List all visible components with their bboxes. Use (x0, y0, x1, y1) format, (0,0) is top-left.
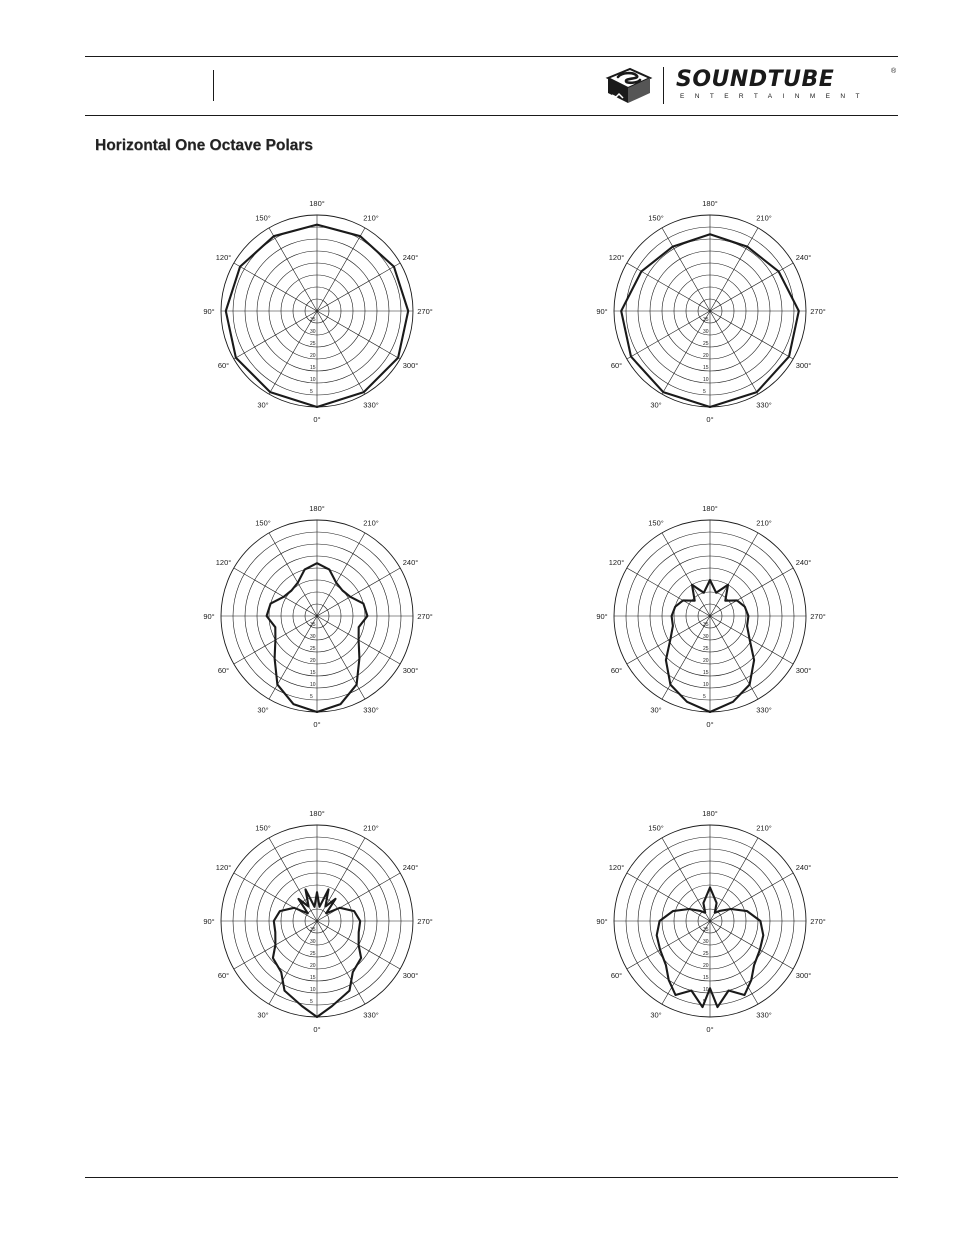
radial-label: 25 (310, 646, 316, 652)
angle-label: 330° (756, 400, 772, 410)
radial-label: 35 (310, 927, 316, 933)
angle-label: 270° (810, 917, 826, 926)
polar-spoke (317, 228, 365, 311)
radial-label: 10 (310, 377, 316, 383)
angle-label: 300° (402, 361, 419, 370)
polar-spoke (710, 616, 793, 664)
angle-label: 0° (313, 720, 321, 729)
angle-label: 330° (363, 705, 379, 715)
radial-label: 20 (703, 658, 709, 664)
radial-label: 25 (703, 341, 709, 347)
polar-spoke (710, 533, 758, 616)
angle-label: 90° (203, 917, 215, 926)
angle-label: 120° (215, 558, 232, 567)
polar-spoke (710, 263, 793, 311)
radial-label: 5 (703, 999, 706, 1005)
angle-label: 240° (402, 253, 419, 262)
polar-spoke (234, 311, 317, 359)
radial-label: 35 (310, 317, 316, 323)
polar-svg (189, 498, 449, 748)
radial-label: 35 (310, 622, 316, 628)
radial-label: 35 (703, 317, 709, 323)
polar-spoke (627, 311, 710, 359)
polar-svg (582, 803, 842, 1053)
polar-spoke (710, 568, 793, 616)
angle-label: 180° (309, 504, 325, 513)
polar-plot-4 (582, 498, 842, 748)
angle-label: 30° (650, 705, 662, 715)
angle-label: 90° (203, 612, 215, 621)
soundtube-logo (604, 64, 898, 108)
radial-label: 10 (703, 682, 709, 688)
angle-label: 180° (702, 504, 718, 513)
angle-label: 300° (795, 971, 812, 980)
brand-wordmark: SOUNDTUBE (676, 67, 835, 92)
polar-spoke (234, 873, 317, 921)
angle-label: 270° (417, 307, 433, 316)
radial-label: 15 (703, 670, 709, 676)
polar-spoke (710, 311, 758, 394)
radial-label: 25 (310, 951, 316, 957)
polar-plot-3 (189, 498, 449, 748)
angle-label: 300° (795, 361, 812, 370)
polar-spoke (627, 568, 710, 616)
polar-spoke (234, 263, 317, 311)
polar-spoke (317, 311, 400, 359)
angle-label: 90° (596, 917, 608, 926)
angle-label: 240° (402, 558, 419, 567)
radial-label: 15 (703, 975, 709, 981)
angle-label: 120° (608, 558, 625, 567)
radial-label: 5 (310, 694, 313, 700)
angle-label: 330° (756, 705, 772, 715)
registered-mark: ® (891, 68, 897, 75)
polar-spoke (710, 228, 758, 311)
radial-label: 30 (310, 939, 316, 945)
angle-label: 300° (795, 666, 812, 675)
radial-label: 20 (703, 963, 709, 969)
polar-spoke (234, 568, 317, 616)
header-divider (213, 70, 214, 101)
polar-spoke (710, 921, 793, 969)
polar-spoke (317, 533, 365, 616)
polar-plot-1 (189, 193, 449, 443)
radial-label: 5 (310, 389, 313, 395)
radial-label: 35 (703, 927, 709, 933)
angle-label: 330° (756, 1010, 772, 1020)
polar-svg (189, 193, 449, 443)
polar-spoke (317, 873, 400, 921)
radial-label: 20 (310, 658, 316, 664)
radial-label: 30 (310, 329, 316, 335)
radial-label: 20 (310, 963, 316, 969)
angle-label: 90° (596, 612, 608, 621)
angle-label: 90° (596, 307, 608, 316)
radial-label: 15 (310, 670, 316, 676)
angle-label: 150° (648, 823, 664, 833)
angle-label: 60° (217, 666, 230, 675)
angle-label: 270° (417, 612, 433, 621)
angle-label: 270° (810, 612, 826, 621)
angle-label: 60° (610, 666, 623, 675)
radial-label: 30 (703, 939, 709, 945)
angle-label: 60° (217, 361, 230, 370)
polar-spoke (627, 616, 710, 664)
angle-label: 60° (610, 361, 623, 370)
angle-label: 210° (756, 213, 772, 223)
polar-spoke (627, 263, 710, 311)
radial-label: 30 (703, 329, 709, 335)
angle-label: 240° (795, 863, 812, 872)
logo-separator (663, 67, 664, 104)
angle-label: 240° (402, 863, 419, 872)
radial-label: 10 (703, 987, 709, 993)
angle-label: 30° (650, 400, 662, 410)
angle-label: 210° (363, 518, 379, 528)
soundtube-cube-icon (604, 66, 654, 106)
angle-label: 300° (402, 971, 419, 980)
polar-plot-6 (582, 803, 842, 1053)
angle-label: 0° (313, 415, 321, 424)
polar-spoke (710, 311, 793, 359)
header-top-rule (85, 56, 898, 57)
angle-label: 210° (363, 823, 379, 833)
angle-label: 180° (702, 809, 718, 818)
angle-label: 150° (255, 823, 271, 833)
angle-label: 270° (810, 307, 826, 316)
radial-label: 35 (703, 622, 709, 628)
page-title: Horizontal One Octave Polars (95, 137, 313, 154)
angle-label: 180° (309, 809, 325, 818)
radial-label: 10 (310, 987, 316, 993)
angle-label: 60° (217, 971, 230, 980)
footer-rule (85, 1177, 898, 1178)
polar-spoke (710, 616, 758, 699)
polar-spoke (317, 568, 400, 616)
polar-spoke (269, 533, 317, 616)
angle-label: 120° (215, 863, 232, 872)
angle-label: 270° (417, 917, 433, 926)
radial-label: 5 (703, 389, 706, 395)
radial-label: 15 (310, 975, 316, 981)
brand-subtitle: ENTERTAINMENT (680, 93, 870, 100)
angle-label: 30° (257, 705, 269, 715)
radial-label: 25 (703, 646, 709, 652)
angle-label: 150° (648, 213, 664, 223)
angle-label: 240° (795, 253, 812, 262)
polar-plot-2 (582, 193, 842, 443)
angle-label: 300° (402, 666, 419, 675)
angle-label: 30° (257, 400, 269, 410)
radial-label: 15 (703, 365, 709, 371)
radial-label: 5 (703, 694, 706, 700)
polar-spoke (317, 311, 365, 394)
radial-label: 20 (703, 353, 709, 359)
angle-label: 90° (203, 307, 215, 316)
angle-label: 150° (255, 518, 271, 528)
polar-svg (582, 193, 842, 443)
angle-label: 0° (706, 720, 714, 729)
polar-spoke (269, 228, 317, 311)
angle-label: 150° (255, 213, 271, 223)
angle-label: 0° (706, 1025, 714, 1034)
angle-label: 60° (610, 971, 623, 980)
angle-label: 240° (795, 558, 812, 567)
angle-label: 330° (363, 1010, 379, 1020)
angle-label: 0° (313, 1025, 321, 1034)
angle-label: 30° (650, 1010, 662, 1020)
radial-label: 30 (310, 634, 316, 640)
radial-label: 10 (310, 682, 316, 688)
polar-svg (582, 498, 842, 748)
radial-label: 10 (703, 377, 709, 383)
polar-spoke (662, 228, 710, 311)
polar-spoke (627, 921, 710, 969)
polar-spoke (317, 263, 400, 311)
angle-label: 30° (257, 1010, 269, 1020)
angle-label: 210° (363, 213, 379, 223)
radial-label: 30 (703, 634, 709, 640)
radial-label: 15 (310, 365, 316, 371)
angle-label: 120° (608, 863, 625, 872)
angle-label: 330° (363, 400, 379, 410)
angle-label: 180° (702, 199, 718, 208)
radial-label: 5 (310, 999, 313, 1005)
polar-svg (189, 803, 449, 1053)
polar-plot-5 (189, 803, 449, 1053)
radial-label: 25 (310, 341, 316, 347)
angle-label: 120° (215, 253, 232, 262)
angle-label: 180° (309, 199, 325, 208)
radial-label: 25 (703, 951, 709, 957)
radial-label: 20 (310, 353, 316, 359)
angle-label: 210° (756, 823, 772, 833)
angle-label: 210° (756, 518, 772, 528)
angle-label: 120° (608, 253, 625, 262)
header-bottom-rule (85, 115, 898, 116)
angle-label: 150° (648, 518, 664, 528)
angle-label: 0° (706, 415, 714, 424)
polar-spoke (662, 533, 710, 616)
